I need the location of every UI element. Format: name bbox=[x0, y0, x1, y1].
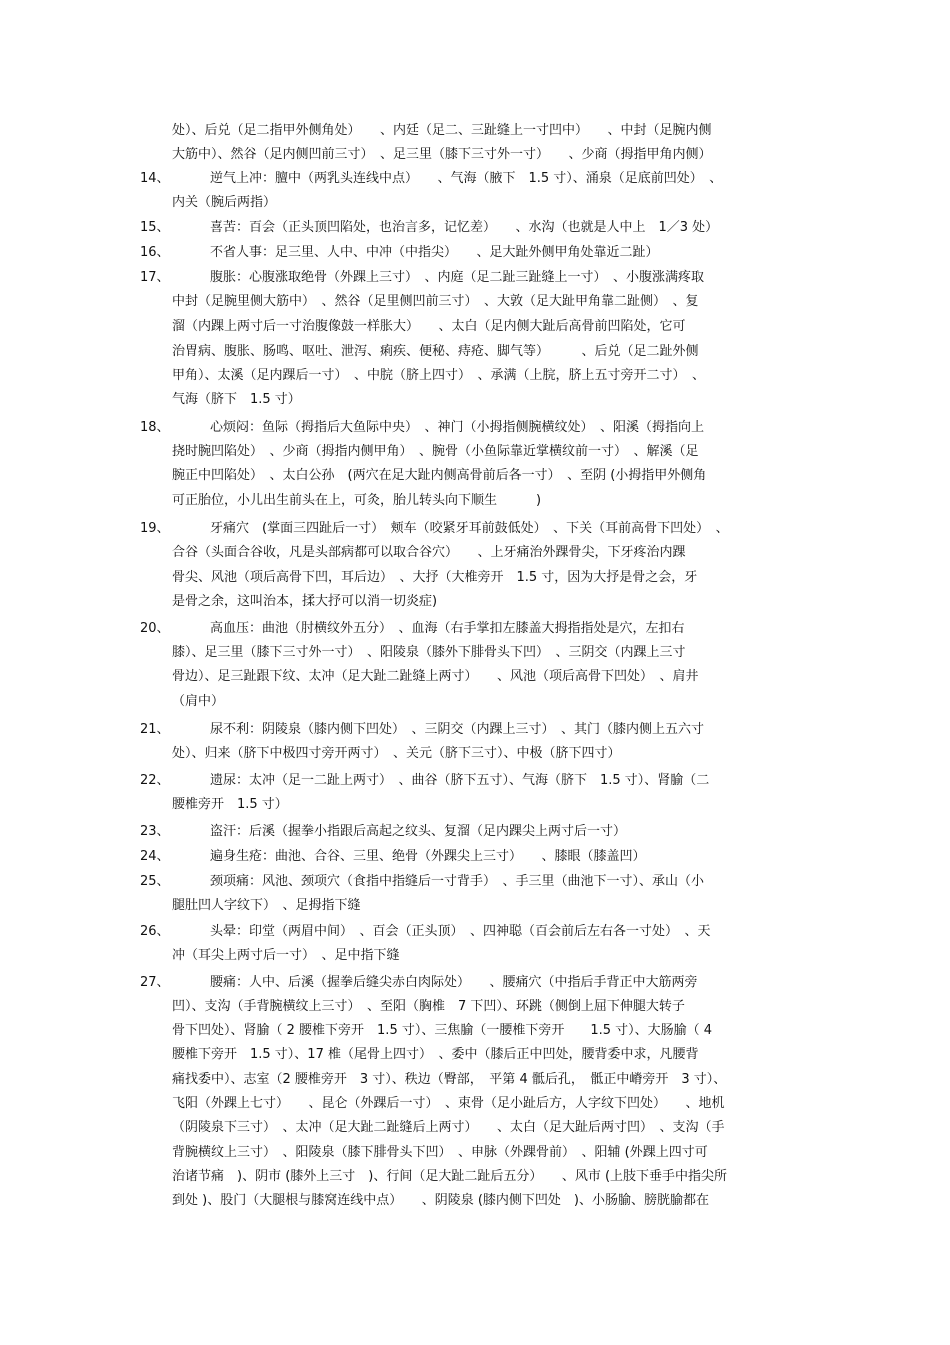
item-number: 18、 bbox=[140, 420, 170, 435]
item-number: 14、 bbox=[140, 171, 170, 186]
text-line: 逆气上冲：膻中（两乳头连线中点） 、气海（腋下 1.5 寸）、涌泉（足底前凹处） 、 bbox=[210, 171, 723, 186]
item-number: 23、 bbox=[140, 824, 170, 839]
item-number: 22、 bbox=[140, 773, 170, 788]
text-line: 骨边）、足三趾跟下纹、太冲（足大趾二趾缝上两寸） 、风池（项后高骨下凹处） 、肩井 bbox=[172, 669, 699, 684]
text-line: 不省人事：足三里、人中、中冲（中指尖） 、足大趾外侧甲角处靠近二趾） bbox=[210, 245, 659, 260]
text-line: 是骨之余，这叫治本，揉大抒可以消一切炎症) bbox=[172, 594, 438, 609]
text-line: 大筋中）、然谷（足内侧凹前三寸） 、足三里（膝下三寸外一寸） 、少商（拇指甲角内侧） bbox=[172, 147, 712, 162]
text-line: 腰痛：人中、后溪（握拳后缝尖赤白肉际处） 、腰痛穴（中指后手背正中大筋两旁 bbox=[210, 975, 698, 990]
text-line: 腰椎旁开 1.5 寸） bbox=[172, 797, 288, 812]
text-line: 腰椎下旁开 1.5 寸）、17 椎（尾骨上四寸） 、委中（膝后正中凹处，腰背委中求，凡腰背 bbox=[172, 1047, 699, 1062]
text-line: 骨下凹处）、肾腧（ 2 腰椎下旁开 1.5 寸）、三焦腧（一腰椎下旁开 1.5 寸）、大肠腧（ 4 bbox=[172, 1023, 713, 1038]
text-line: 盗汗：后溪（握拳小指跟后高起之纹头、复溜（足内踝尖上两寸后一寸） bbox=[210, 824, 627, 839]
text-line: 中封（足腕里侧大筋中） 、然谷（足里侧凹前三寸） 、大敦（足大趾甲角靠二趾侧） 、复 bbox=[172, 294, 699, 309]
item-number: 15、 bbox=[140, 220, 170, 235]
text-line: 背腕横纹上三寸） 、阳陵泉（膝下腓骨头下凹） 、申脉（外踝骨前） 、阳辅 (外踝上四寸可 bbox=[172, 1145, 708, 1160]
text-line: 遗尿：太冲（足一二趾上两寸） 、曲谷（脐下五寸）、气海（脐下 1.5 寸）、肾腧（二 bbox=[210, 773, 710, 788]
text-line: 骨尖、风池（项后高骨下凹，耳后边） 、大抒（大椎旁开 1.5 寸，因为大抒是骨之会，牙 bbox=[172, 570, 698, 585]
text-line: 痛找委中）、志室（2 腰椎旁开 3 寸）、秩边（臀部， 平第 4 骶后孔， 骶正中嵴旁开 3 寸）、 bbox=[172, 1072, 727, 1087]
item-number: 17、 bbox=[140, 270, 170, 285]
text-line: 腹胀：心腹涨取绝骨（外踝上三寸） 、内庭（足二趾三趾缝上一寸） 、小腹涨满疼取 bbox=[210, 270, 705, 285]
text-line: （阴陵泉下三寸） 、太冲（足大趾二趾缝后上两寸） 、太白（足大趾后两寸凹） 、支沟（手 bbox=[172, 1120, 725, 1135]
item-number: 19、 bbox=[140, 521, 170, 536]
text-line: 心烦闷：鱼际（拇指后大鱼际中央） 、神门（小拇指侧腕横纹处） 、阳溪（拇指向上 bbox=[210, 420, 705, 435]
text-line: 头晕：印堂（两眉中间） 、百会（正头顶） 、四神聪（百会前后左右各一寸处） 、天 bbox=[210, 924, 711, 939]
text-line: 气海（脐下 1.5 寸） bbox=[172, 392, 301, 407]
text-line: 喜苦：百会（正头顶凹陷处，也治言多，记忆差） 、水沟（也就是人中上 1／3 处） bbox=[210, 220, 719, 235]
text-line: 可正胎位，小儿出生前头在上，可灸，胎儿转头向下顺生 ) bbox=[172, 493, 542, 508]
text-line: 挠时腕凹陷处） 、少商（拇指内侧甲角） 、腕骨（小鱼际靠近掌横纹前一寸） 、解溪（足 bbox=[172, 444, 699, 459]
text-line: 溜（内踝上两寸后一寸治腹像鼓一样胀大） 、太白（足内侧大趾后高骨前凹陷处，它可 bbox=[172, 319, 686, 334]
text-line: 到处 )、股门（大腿根与膝窝连线中点） 、阴陵泉 (膝内侧下凹处 )、小肠腧、膀胱腧都在 bbox=[172, 1193, 709, 1208]
text-line: 治胃病、腹胀、肠鸣、呕吐、泄泻、痢疾、便秘、痔疮、脚气等） 、后兑（足二趾外侧 bbox=[172, 344, 699, 359]
text-line: 甲角）、太溪（足内踝后一寸） 、中脘（脐上四寸） 、承满（上脘，脐上五寸旁开二寸） 、 bbox=[172, 368, 706, 383]
text-line: 内关（腕后两指） bbox=[172, 195, 277, 210]
text-line: 遍身生疮：曲池、合谷、三里、绝骨（外踝尖上三寸） 、膝眼（膝盖凹） bbox=[210, 849, 646, 864]
text-line: 处）、后兑（足二指甲外侧角处） 、内廷（足二、三趾缝上一寸凹中） 、中封（足腕内侧 bbox=[172, 123, 712, 138]
text-line: 膝）、足三里（膝下三寸外一寸） 、阳陵泉（膝外下腓骨头下凹） 、三阴交（内踝上三寸 bbox=[172, 645, 686, 660]
text-line: 治诸节痛 )、阴市 (膝外上三寸 )、行间（足大趾二趾后五分） 、风市 (上肢下垂手中指尖所 bbox=[172, 1169, 728, 1184]
item-number: 26、 bbox=[140, 924, 170, 939]
item-number: 27、 bbox=[140, 975, 170, 990]
item-number: 21、 bbox=[140, 722, 170, 737]
text-line: 腕正中凹陷处） 、太白公孙 (两穴在足大趾内侧高骨前后各一寸） 、至阴 (小拇指甲外侧角 bbox=[172, 468, 707, 483]
text-line: 处）、归来（脐下中极四寸旁开两寸） 、关元（脐下三寸）、中极（脐下四寸） bbox=[172, 746, 621, 761]
text-line: 颈项痛：风池、颈项穴（食指中指缝后一寸背手） 、手三里（曲池下一寸）、承山（小 bbox=[210, 874, 705, 889]
text-line: 飞阳（外踝上七寸） 、昆仑（外踝后一寸） 、束骨（足小趾后方，人字纹下凹处） 、地机 bbox=[172, 1096, 725, 1111]
item-number: 25、 bbox=[140, 874, 170, 889]
text-line: 腿肚凹人字纹下） 、足拇指下缝 bbox=[172, 898, 361, 913]
text-line: （肩中） bbox=[172, 694, 225, 709]
text-line: 尿不利：阴陵泉（膝内侧下凹处） 、三阴交（内踝上三寸） 、其门（膝内侧上五六寸 bbox=[210, 722, 705, 737]
text-line: 合谷（头面合谷收，凡是头部病都可以取合谷穴） 、上牙痛治外踝骨尖，下牙疼治内踝 bbox=[172, 545, 686, 560]
item-number: 16、 bbox=[140, 245, 170, 260]
item-number: 24、 bbox=[140, 849, 170, 864]
item-number: 20、 bbox=[140, 621, 170, 636]
text-line: 凹）、支沟（手背腕横纹上三寸） 、至阳（胸椎 7 下凹）、环跳（侧倒上屈下伸腿大转子 bbox=[172, 999, 685, 1014]
text-line: 高血压：曲池（肘横纹外五分） 、血海（右手掌扣左膝盖大拇指指处是穴，左扣右 bbox=[210, 621, 685, 636]
text-line: 牙痛穴 (掌面三四趾后一寸） 颊车（咬紧牙耳前鼓低处） 、下关（耳前高骨下凹处） 、 bbox=[210, 521, 729, 536]
text-line: 冲（耳尖上两寸后一寸） 、足中指下缝 bbox=[172, 948, 400, 963]
